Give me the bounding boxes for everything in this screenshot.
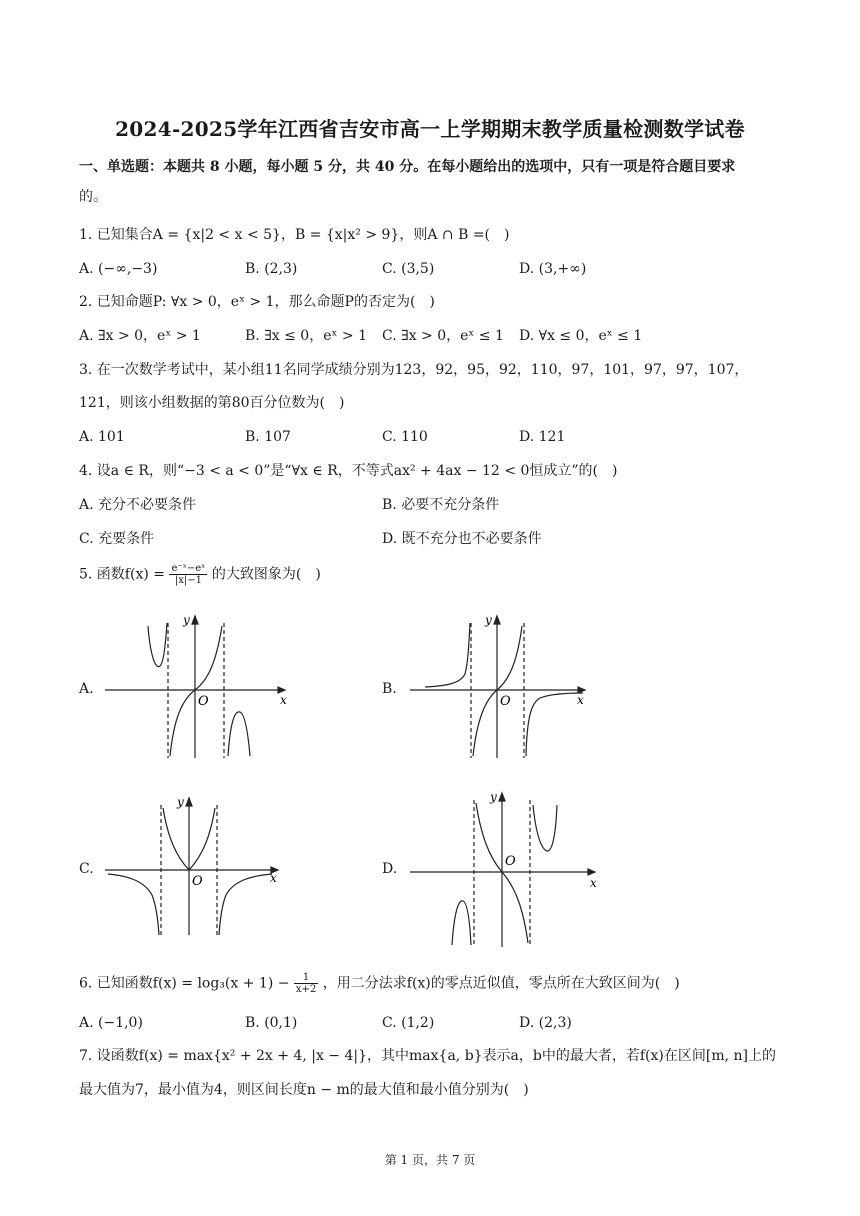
q1-option-d: D. (3,+∞) (519, 261, 587, 277)
y-label: y (490, 790, 497, 804)
q1-option-c: C. (3,5) (382, 261, 435, 277)
curve-middle (170, 626, 222, 756)
q5-graph-b (405, 608, 605, 768)
q1-option-b: B. (2,3) (245, 261, 298, 277)
q4-option-a: A. 充分不必要条件 (79, 497, 197, 513)
origin-label: O (505, 854, 516, 869)
y-label: y (183, 613, 190, 627)
q6-option-b: B. (0,1) (245, 1015, 298, 1031)
x-label: x (577, 693, 584, 707)
q5-stem-suffix: 的大致图象为( ) (211, 566, 321, 583)
q5-frac-numerator: e⁻ˣ−eˣ (171, 563, 206, 574)
q2-option-c: C. ∃x > 0，eˣ ≤ 1 (382, 328, 504, 344)
q4-option-d: D. 既不充分也不必要条件 (382, 531, 542, 547)
curve-left (108, 874, 159, 935)
curve-left (425, 623, 470, 687)
q2-option-d: D. ∀x ≤ 0，eˣ ≤ 1 (519, 328, 643, 344)
q5-graph-c (100, 790, 290, 940)
y-axis-arrow (192, 616, 198, 624)
q1-stem: 1. 已知集合A = {x|2 < x < 5}，B = {x|x² > 9}，则A ∩ B =( ) (79, 227, 510, 243)
x-label: x (590, 876, 597, 890)
q6-option-d: D. (2,3) (519, 1015, 572, 1031)
q6-option-c: C. (1,2) (382, 1015, 435, 1031)
y-axis-arrow (186, 798, 192, 806)
q7-stem-line1: 7. 设函数f(x) = max{x² + 2x + 4, |x − 4|}，其中max{a, b}表示a，b中的最大者，若f(x)在区间[m, n]上的 (79, 1048, 776, 1064)
q3-option-c: C. 110 (382, 429, 428, 445)
q3-stem-line2: 121，则该小组数据的第80百分位数为( ) (79, 395, 345, 411)
curve-left (452, 901, 471, 945)
q5-frac-denominator: |x|−1 (174, 575, 202, 586)
q2-option-a: A. ∃x > 0，eˣ > 1 (79, 328, 201, 344)
y-axis-arrow (499, 793, 505, 801)
q5-graph-a (100, 608, 300, 768)
q3-option-a: A. 101 (79, 429, 125, 445)
curve-right (228, 712, 250, 756)
q5-graph-c-label: C. (79, 861, 94, 877)
page-footer: 第 1 页，共 7 页 (384, 1153, 476, 1167)
y-axis-arrow (494, 616, 500, 624)
section-heading-line1: 一、单选题：本题共 8 小题，每小题 5 分，共 40 分。在每小题给出的选项中，只有一项是符合题目要求 (79, 159, 736, 175)
q3-stem-line1: 3. 在一次数学考试中，某小组11名同学成绩分别为123，92，95，92，110，97，101，97，97，107， (79, 362, 749, 378)
q6-fraction (294, 972, 318, 995)
q5-stem (79, 563, 321, 586)
q4-stem: 4. 设a ∈ R，则“−3 < a < 0”是“∀x ∈ R，不等式ax² + 4ax − 12 < 0恒成立”的( ) (79, 463, 618, 479)
section-heading-line2: 的。 (79, 189, 107, 205)
curve-left (148, 623, 167, 667)
origin-label: O (500, 694, 511, 709)
origin-label: O (198, 694, 209, 709)
q4-option-b: B. 必要不充分条件 (382, 497, 500, 513)
x-axis-arrow (588, 869, 595, 875)
q7-stem-line2: 最大值为7，最小值为4，则区间长度n − m的最大值和最小值分别为( ) (79, 1082, 529, 1098)
y-label: y (177, 795, 184, 809)
curve-right (533, 805, 557, 851)
q2-stem: 2. 已知命题P: ∀x > 0，eˣ > 1，那么命题P的否定为( ) (79, 294, 435, 310)
x-label: x (280, 693, 287, 707)
q4-option-c: C. 充要条件 (79, 531, 155, 547)
q5-graph-d (405, 785, 605, 950)
q5-graph-b-label: B. (382, 681, 397, 697)
y-label: y (485, 613, 492, 627)
q6-frac-numerator: 1 (294, 972, 318, 984)
curve-right (219, 874, 272, 935)
curve-right (526, 693, 583, 756)
q3-option-b: B. 107 (245, 429, 291, 445)
x-label: x (270, 871, 277, 885)
q6-stem-prefix: 6. 已知函数f(x) = log₃(x + 1) − (79, 975, 290, 992)
q5-fraction (169, 563, 207, 586)
origin-label: O (192, 874, 203, 889)
q6-stem (79, 972, 680, 995)
q5-stem-prefix: 5. 函数f(x) = (79, 566, 165, 583)
q6-option-a: A. (−1,0) (79, 1015, 143, 1031)
q1-option-a: A. (−∞,−3) (79, 261, 158, 277)
q6-stem-suffix: ，用二分法求f(x)的零点近似值，零点所在大致区间为( ) (322, 975, 680, 992)
q5-graph-d-label: D. (382, 861, 398, 877)
q5-graph-a-label: A. (79, 681, 94, 697)
q6-frac-denominator: x+2 (295, 984, 317, 995)
q2-option-b: B. ∃x ≤ 0，eˣ > 1 (245, 328, 367, 344)
q3-option-d: D. 121 (519, 429, 566, 445)
page-title: 2024-2025学年江西省吉安市高一上学期期末教学质量检测数学试卷 (115, 117, 745, 141)
